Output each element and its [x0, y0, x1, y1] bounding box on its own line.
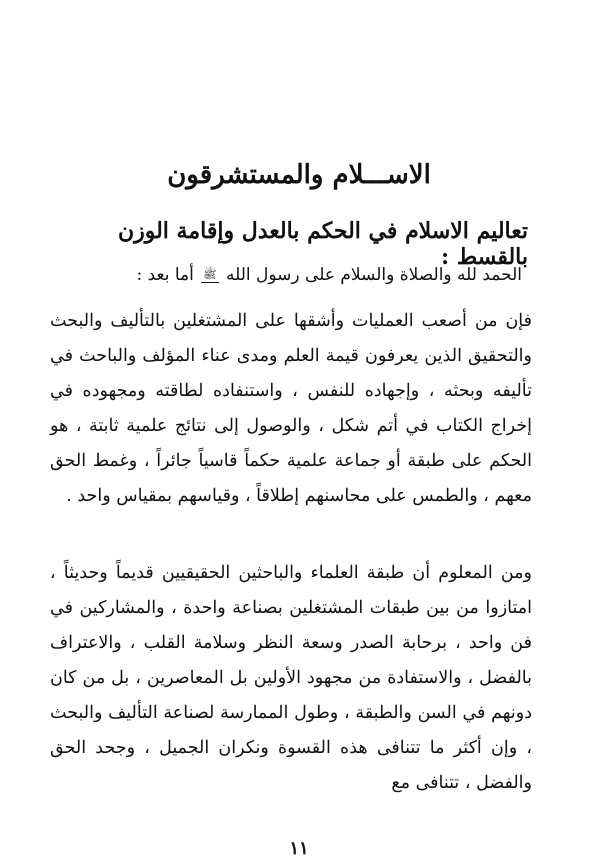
section-heading: تعاليم الاسلام في الحكم بالعدل وإقامة الوزن بالقسط : — [117, 218, 528, 270]
page-number: ١١ — [289, 838, 309, 859]
intro-line — [52, 265, 522, 285]
intro-text-before: الحمد لله والصلاة والسلام على رسول الله — [226, 265, 522, 285]
page-title: الاســـلام والمستشرقون — [167, 160, 431, 190]
salutation-glyph-icon: ﷺ — [203, 268, 217, 281]
intro-text-after: أما بعد : — [136, 265, 194, 285]
body-paragraph: ومن المعلوم أن طبقة العلماء والباحثين الحقيقيين قديماً وحديثاً ، امتازوا من بين طبقات المشتغلين بصناعة واحدة ، والمشاركين في فن واحد ، برحابة الصدر وسعة النظر وسلامة القلب ، والاعتراف بالفضل ، والاستفادة من مجهود الأولين بل المعاصرين ، بل من كان دونهم في السن والطبقة ، وطول الممارسة لصناعة التأليف والبحث ، وإن أكثر ما تتنافى هذه القسوة ونكران الجميل ، وجحد الحق والفضل ، تتنافى مع — [50, 563, 532, 793]
body-paragraph: فإن من أصعب العمليات وأشقها على المشتغلين بالتأليف والبحث والتحقيق الذين يعرفون قيمة العلم ومدى عناء المؤلف والباحث في تأليفه وبحثه ، وإجهاده للنفس ، واستنفاده لطاقته ومجهوده في إخراج الكتاب في أتم شكل ، والوصول إلى نتائج علمية ثابتة ، هو الحكم على طبقة أو جماعة علمية حكماً قاسياً جائراً ، وغمط الحق معهم ، والطمس على محاسنهم إطلاقاً ، وقياسهم بمقياس واحد . — [50, 311, 532, 506]
